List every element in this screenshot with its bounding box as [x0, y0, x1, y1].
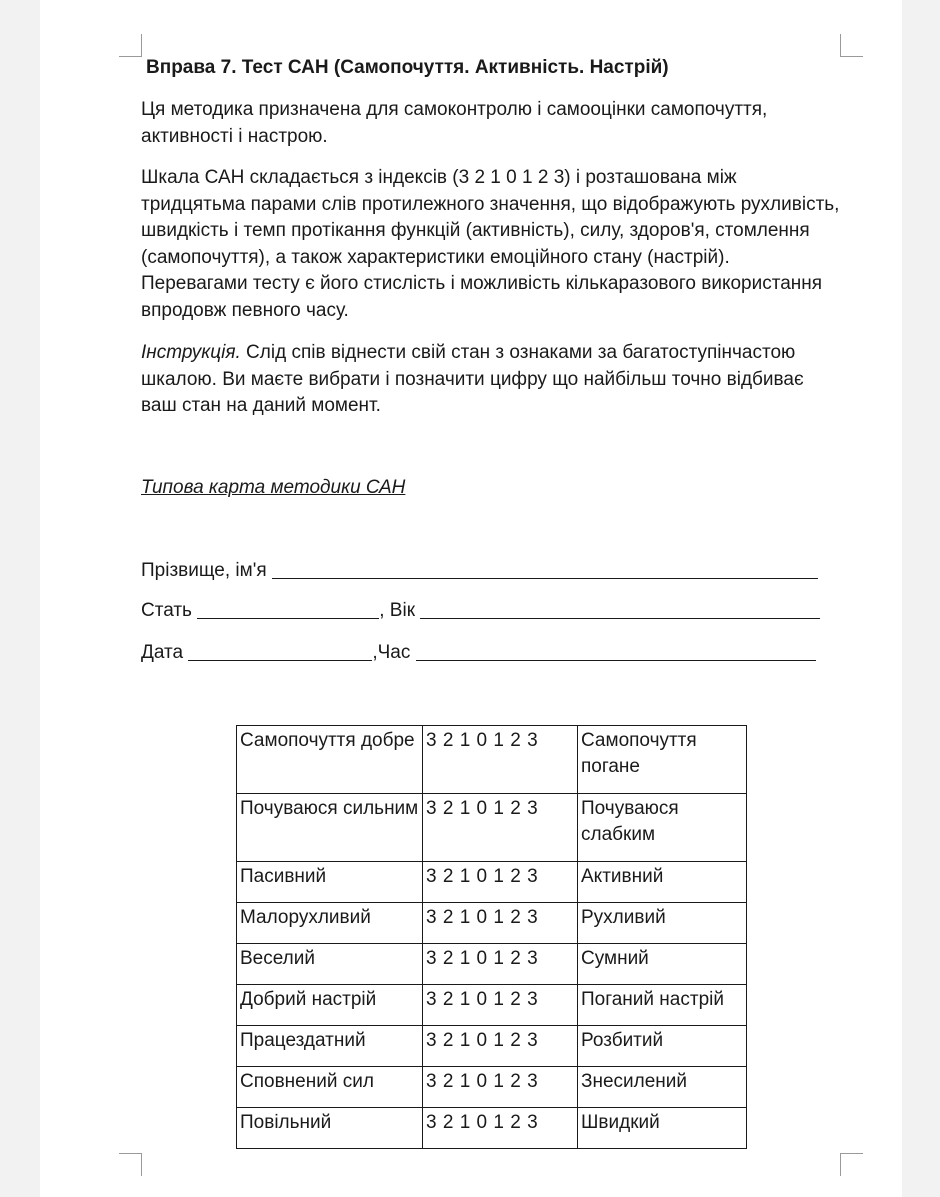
date-time-field-row	[141, 642, 816, 664]
margin-corner-top-left	[119, 34, 142, 57]
left-pole-cell: Сповнений сил	[237, 1067, 423, 1108]
scale-cell[interactable]: 3 2 1 0 1 2 3	[423, 862, 578, 903]
table-row	[237, 1108, 747, 1149]
right-pole-cell: Швидкий	[578, 1108, 747, 1149]
scale-description-paragraph: Шкала САН складається з індексів (3 2 1 0 1 2 3) і розташована між тридцятьма парами слів протилежного значення, що відображують рухливість, швидкість і темп протікання функцій (активність), силу, здоров'я, стомлення (самопочуття), а також характеристики емоційного стану (настрій). Перевагами тесту є його стислість і можливість кількаразового використання впродовж певного часу.	[141, 167, 840, 321]
table-row	[237, 985, 747, 1026]
date-label: Дата	[141, 642, 184, 663]
san-scale-table	[236, 725, 747, 1149]
table-row	[237, 1026, 747, 1067]
scale-cell[interactable]: 3 2 1 0 1 2 3	[423, 1067, 578, 1108]
margin-corner-top-right	[840, 34, 863, 57]
right-pole-cell: Активний	[578, 862, 747, 903]
instruction-text: Слід спів віднести свій стан з ознаками за багатоступінчастою шкалою. Ви маєте вибрати і позначити цифру що найбільш точно відбиває ваш стан на даний момент.	[141, 342, 804, 416]
right-pole-cell: Сумний	[578, 944, 747, 985]
name-field-row	[141, 560, 818, 582]
scale-cell[interactable]: 3 2 1 0 1 2 3	[423, 726, 578, 794]
card-title: Типова карта методики САН	[141, 477, 406, 498]
left-pole-cell: Веселий	[237, 944, 423, 985]
intro-paragraph: Ця методика призначена для самоконтролю і самооцінки самопочуття, активності і настрою.	[141, 99, 768, 147]
date-blank-line[interactable]	[188, 642, 372, 661]
left-pole-cell: Малорухливий	[237, 903, 423, 944]
right-pole-cell: Рухливий	[578, 903, 747, 944]
left-pole-cell: Самопочуття добре	[237, 726, 423, 794]
left-pole-cell: Пасивний	[237, 862, 423, 903]
scale-cell[interactable]: 3 2 1 0 1 2 3	[423, 1026, 578, 1067]
name-blank-line[interactable]	[272, 560, 818, 579]
scale-cell[interactable]: 3 2 1 0 1 2 3	[423, 794, 578, 862]
right-pole-cell: Знесилений	[578, 1067, 747, 1108]
right-pole-cell: Самопочуття погане	[578, 726, 747, 794]
right-pole-cell: Почуваюся слабким	[578, 794, 747, 862]
left-pole-cell: Працездатний	[237, 1026, 423, 1067]
scale-cell[interactable]: 3 2 1 0 1 2 3	[423, 985, 578, 1026]
scale-cell[interactable]: 3 2 1 0 1 2 3	[423, 1108, 578, 1149]
table-row	[237, 794, 747, 862]
scale-cell[interactable]: 3 2 1 0 1 2 3	[423, 944, 578, 985]
exercise-title: Вправа 7. Тест САН (Самопочуття. Активність. Настрій)	[146, 57, 669, 78]
name-label: Прізвище, ім'я	[141, 560, 267, 581]
sex-blank-line[interactable]	[197, 600, 379, 619]
sex-age-field-row	[141, 600, 820, 622]
instruction-label: Інструкція.	[141, 342, 241, 363]
table-row	[237, 726, 747, 794]
time-label: ,Час	[372, 642, 411, 663]
margin-corner-bottom-left	[119, 1153, 142, 1176]
table-row	[237, 944, 747, 985]
left-pole-cell: Почуваюся сильним	[237, 794, 423, 862]
left-pole-cell: Добрий настрій	[237, 985, 423, 1026]
age-label: , Вік	[379, 600, 416, 621]
sex-label: Стать	[141, 600, 192, 621]
age-blank-line[interactable]	[420, 600, 820, 619]
right-pole-cell: Поганий настрій	[578, 985, 747, 1026]
table-row	[237, 903, 747, 944]
instruction-paragraph	[141, 340, 841, 420]
right-pole-cell: Розбитий	[578, 1026, 747, 1067]
scale-cell[interactable]: 3 2 1 0 1 2 3	[423, 903, 578, 944]
left-pole-cell: Повільний	[237, 1108, 423, 1149]
table-row	[237, 862, 747, 903]
margin-corner-bottom-right	[840, 1153, 863, 1176]
table-row	[237, 1067, 747, 1108]
time-blank-line[interactable]	[416, 642, 816, 661]
